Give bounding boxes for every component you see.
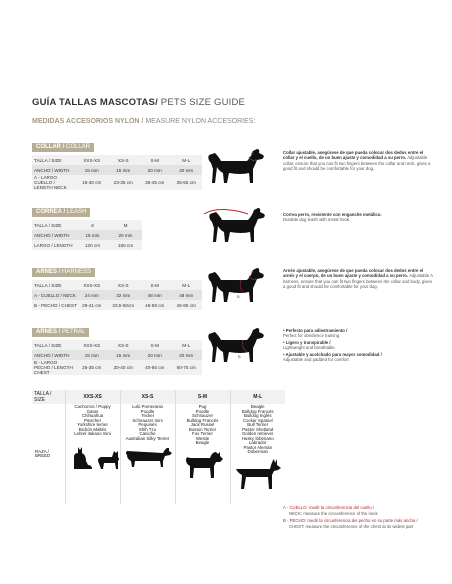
breed-name: Shih Tzu [138,426,157,432]
cat-chihuahua-icon [68,441,124,471]
collar-description: Collar ajustable, asegúrese de que pueda colocar dos dedos entre el collar y el cuello, de un buen ajuste y comodidad a su perro. Adjustable collar, ensure that you can fit two fingers between the collar and neck, gives a good fit and should be comfortable for your dog. [283,150,431,172]
table-row: A - CUELLO / NECK 24 mm 32 mm 48 mm 48 mm [32,290,202,300]
collar-table [32,155,202,190]
breed-list [68,405,118,437]
breed-name: Westie [195,435,210,441]
breed-name: Poodle [140,408,155,414]
breed-name: Bulldog Francés [186,417,219,423]
breed-name: Boston Terrier [188,426,217,432]
breed-column-m-l [230,404,285,504]
leash-section [32,200,202,250]
pectoral-description [283,328,433,363]
breed-name: Schnauzer [192,413,213,418]
breed-name: Pastor Alemán [243,444,273,450]
breed-name: Poodle [195,408,210,414]
dog-leash-icon [200,200,268,250]
harness-header: ARNÉS / HARNESS [32,268,95,277]
list-item: • Ligero y transpirable / Lightweight and breathable [283,339,335,351]
svg-text:A: A [251,269,254,274]
breed-name: Bichón Maltés [78,426,107,432]
legend-neck: A - CUELLO: medir la circunferencia del cuello / NECK: measure the circumference of the neck [283,505,378,516]
dog-pectoral-icon [205,322,267,370]
dog-collar-icon [205,143,267,191]
breed-name: Gatos [86,408,99,414]
table-row: RAZA / BREED Cachorros / Puppy Gatos Chihuahua Pinscher Yorkshire terrier Bichón Maltés Lebrel italiano mini Lulú Pomerania Poodle Teckel Schnauzer mini Pequinés Shih Tzu Caniche Australian Silky Terrier Pug Poodle Schnauzer Bulldog Francés Jack Russel Boston Terrier Fox Terrier Westie Beagle Beagle Bulldog Francés Bulldog Inglés Cocker Spaniel Bull Terrier Pastor Shetland Golden retriever Husky Siberiano Labrador Pastor Alemán Doberman [32,404,285,504]
breed-name: Lulú Pomerania [132,404,163,409]
table-row: LARGO / LENGTH 120 cm 180 cm [32,240,142,250]
leash-description: Correa perro, resistente con enganche metálico. Durable dog leash with metal hook. [283,212,382,223]
breed-name: Golden retriever [242,431,274,436]
breed-name: Beagle [195,440,210,445]
breed-name: Fox Terrier [192,431,213,436]
breed-name: Cocker Spaniel [242,417,273,423]
legend-chest: B - PECHO: medir la circunferencia del pecho en su parte más ancha / CHEST: measure the circumference of the chest at its widest part [283,518,418,529]
harness-description: Arnés ajustable, asegúrese de que pueda colocar dos dedos entre el arnés y el cuerpo, de un buen ajuste y comodidad a su perro. Adjustable A harness, ensure that you can fit two fingers between the collar and body, gives a good fit and should be comfortable for your dog. [283,268,433,290]
breed-name: Australian Silky Terrier [125,435,170,441]
breed-name: Pug [198,404,207,409]
breed-list [178,405,228,446]
dachshund-icon [123,445,173,469]
breed-column-xxs-xs [65,404,120,504]
breed-column-xs-s [120,404,175,504]
table-row: TALLA / SIZE S M [32,220,142,230]
breed-name: Pequinés [138,422,157,427]
measurement-legend [283,505,443,529]
breed-name: Caniche [139,431,156,436]
list-item: • Ajustable y acolchado para mayor comodidad / Adjustable and padded for comfort [283,351,382,363]
table-row: ANCHO / WIDTH 15 mm 15 mm 20 mm 20 mm [32,350,202,360]
table-row: TALLA / SIZE XXS-XS XS-S S-M M-L [32,390,285,404]
page-subtitle: MEDIDAS ACCESORIOS NYLON / MEASURE NYLON ACCESORIES: [32,118,256,125]
svg-text:B: B [238,354,241,359]
breed-name: Pastor Shetland [242,426,274,432]
breed-name: Doberman [247,449,268,454]
schnauzer-icon [182,450,224,480]
breed-column-s-m [175,404,230,504]
breed-name: Lebrel italiano mini [74,431,111,436]
table-row: TALLA / SIZE XXS-XS XS-S S-M M-L [32,155,202,165]
breed-name: Bulldog Francés [241,408,274,414]
breed-list [123,405,173,441]
list-item: • Perfecto para adiestramiento / Perfect for obedience training [283,328,348,339]
harness-section [32,260,202,310]
breed-name: Pinscher [83,417,102,423]
page-title: GUÍA TALLAS MASCOTAS/ PETS SIZE GUIDE [32,97,246,108]
table-row: A - LARGO CUELLO / LENGTH NECK 18-30 cm 23-35 cm 35-45 cm 35-55 cm [32,175,202,190]
table-row: TALLA / SIZE XXS-XS XS-S S-M M-L [32,280,202,290]
breed-list [233,405,284,455]
breed-name: Yorkshire terrier [77,422,108,427]
collar-section [32,135,202,190]
breed-name: Bull Terrier [247,422,269,427]
svg-text:B: B [237,294,240,299]
breed-name: Teckel [141,413,154,418]
pectoral-section [32,320,202,375]
breed-name: Chihuahua [81,413,104,418]
pectoral-table [32,340,202,375]
breed-table [32,390,285,504]
table-row: B - PECHO / CHEST 29-41 cm 33,5-50cm 46-59 cm 45-95 cm [32,300,202,310]
breed-name: Labrador [248,440,267,445]
collar-header: COLLAR / COLLAR [32,143,94,152]
harness-table [32,280,202,310]
table-row: ANCHO / WIDTH 15 mm 20 mm [32,230,142,240]
dog-harness-icon [205,262,267,310]
breed-name: Jack Russel [190,422,215,427]
table-row: ANCHO / WIDTH 15 mm 15 mm 20 mm 20 mm [32,165,202,175]
svg-text:A: A [251,150,254,155]
breed-name: Bulldog Inglés [243,413,272,418]
breed-name: Schnauzer mini [132,417,163,423]
leash-header: CORREA / LEASH [32,208,90,217]
table-row: B - LARGO PECHO / LENGTH CHEST 25-35 cm 30-40 cm 40-65 cm 60-75 cm [32,360,202,375]
doberman-icon [234,457,282,491]
breed-name: Beagle [250,404,265,409]
pectoral-header: ARNÉS / PETRAL [32,328,89,337]
leash-table [32,220,142,250]
breed-name: Cachorros / Puppy [74,404,111,409]
breed-name: Husky Siberiano [241,435,274,441]
table-row: TALLA / SIZE XXS-XS XS-S S-M M-L [32,340,202,350]
